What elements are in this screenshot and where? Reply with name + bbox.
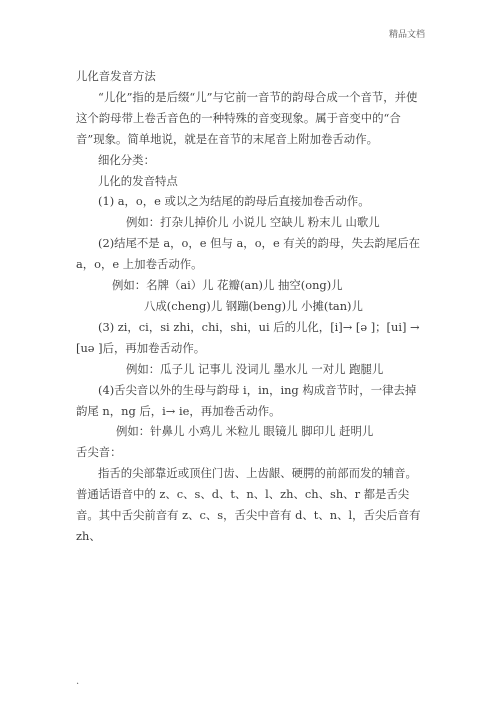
example-4: 例如：瓜子儿 记事儿 没词儿 墨水儿 一对儿 跑腿儿 — [126, 361, 384, 376]
intro-paragraph: “儿化”指的是后缀“儿”与它前一音节的韵母合成一个音节，并使这个韵母带上卷舌音色的一种特殊的音变现象。属于音变中的“合音”现象。简单地说，就是在音节的末尾音上附加卷舌动作。 — [76, 89, 418, 146]
rule-1: (1) a，o，e 或以之为结尾的韵母后直接加卷舌动作。 — [98, 194, 370, 209]
section-heading-features: 儿化的发音特点 — [98, 173, 178, 188]
footer-mark: . — [76, 676, 80, 687]
doc-title: 儿化音发音方法 — [76, 69, 156, 83]
section-heading-classification: 细化分类： — [98, 152, 155, 167]
rule-2: (2)结尾不是 a，o，e 但与 a，o，e 有关的韵母，失去韵尾后在 a，o，e 上加卷舌动作。 — [76, 236, 420, 272]
example-3: 八成(cheng)儿 钢蹦(beng)儿 小摊(tan)儿 — [144, 298, 363, 313]
section-heading-apical: 舌尖音： — [76, 445, 122, 460]
document-body — [76, 66, 426, 547]
example-5: 例如：针鼻儿 小鸡儿 米粒儿 眼镜儿 脚印儿 赶明儿 — [116, 424, 374, 439]
example-2: 例如：名牌（ai）儿 花瓣(an)儿 抽空(ong)儿 — [112, 278, 343, 293]
apical-paragraph: 指舌的尖部靠近或顶住门齿、上齿龈、硬腭的前部而发的辅音。普通话语音中的 z、c、s、d、t、n、l、zh、ch、sh、r 都是舌尖音。其中舌尖前音有 z、c、s，舌尖中音有 d、t、n、l，舌尖后音有 zh、 — [76, 466, 421, 543]
example-1: 例如：打杂儿掉价儿 小说儿 空缺儿 粉末儿 山歌儿 — [126, 215, 380, 230]
rule-3: (3) zi，ci，si zhi，chi，shi，ui 后的儿化，[i]→ [ə ]；[ui] → [uə ]后，再加卷舌动作。 — [76, 319, 420, 355]
header-tag: 精品文档 — [388, 30, 425, 40]
rule-4: (4)舌尖音以外的生母与韵母 i，in，ing 构成音节时，一律去掉韵尾 n，ng 后，i→ ie，再加卷舌动作。 — [76, 382, 417, 418]
